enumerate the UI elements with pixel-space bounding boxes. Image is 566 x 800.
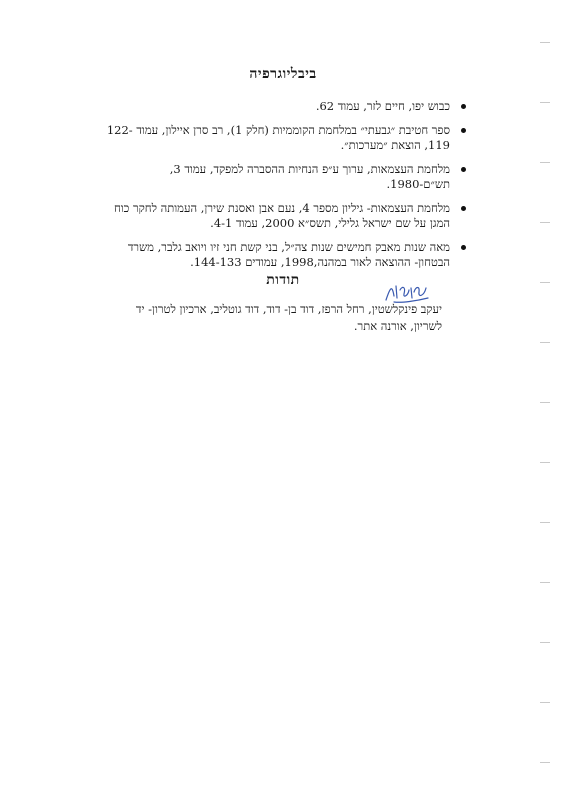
bibliography-item — [106, 201, 466, 231]
edge-mark — [540, 642, 550, 643]
bullet-icon — [461, 206, 466, 211]
edge-mark — [540, 42, 550, 43]
bibliography-item — [106, 162, 466, 192]
bibliography-list — [106, 99, 466, 279]
edge-mark — [540, 342, 550, 343]
thanks-heading: תודות — [266, 272, 300, 288]
bibliography-item-text: ספר חטיבת ״גבעתי״ במלחמת הקוממיות (חלק 1), רב סרן איילון, עמוד 122-119, הוצאת ״מערכות״. — [106, 123, 450, 152]
bibliography-item-text: מלחמת העצמאות, ערוך ע״פ הנחיות ההסברה למפקד, עמוד 3, תש״ם-1980. — [169, 162, 450, 191]
edge-mark — [540, 102, 550, 103]
bibliography-item — [106, 99, 466, 114]
edge-mark — [540, 222, 550, 223]
bullet-icon — [461, 128, 466, 133]
edge-mark — [540, 762, 550, 763]
edge-mark — [540, 582, 550, 583]
scan-edge-marks — [538, 0, 550, 800]
bibliography-item-text: כבוש יפו, חיים לזר, עמוד 62. — [315, 99, 450, 113]
edge-mark — [540, 162, 550, 163]
bullet-icon — [461, 104, 466, 109]
bullet-icon — [461, 167, 466, 172]
bibliography-item-text: מאה שנות מאבק חמישים שנות צה״ל, בני קשת חני זיו ויואב גלבר, משרד הבטחון- ההוצאה לאור במהנה,1998, עמודים 144-133. — [127, 240, 450, 269]
edge-mark — [540, 282, 550, 283]
thanks-text: יעקב פינקלשטין, רחל הרפז, דוד בן- דוד, דוד גוטליב, ארכיון לטרון- יד לשריון, אורנה אתר. — [135, 302, 442, 333]
edge-mark — [540, 702, 550, 703]
edge-mark — [540, 522, 550, 523]
bibliography-item-text: מלחמת העצמאות- גיליון מספר 4, נעם אבן ואסנת שירן, העמותה לחקר כוח המגן על שם ישראל גלילי, תשס״א 2000, עמוד 4-1. — [113, 201, 450, 230]
edge-mark — [540, 462, 550, 463]
bibliography-heading: ביבליוגרפיה — [249, 66, 317, 82]
bibliography-item — [106, 123, 466, 153]
bullet-icon — [461, 245, 466, 250]
edge-mark — [540, 402, 550, 403]
bibliography-item — [106, 240, 466, 270]
